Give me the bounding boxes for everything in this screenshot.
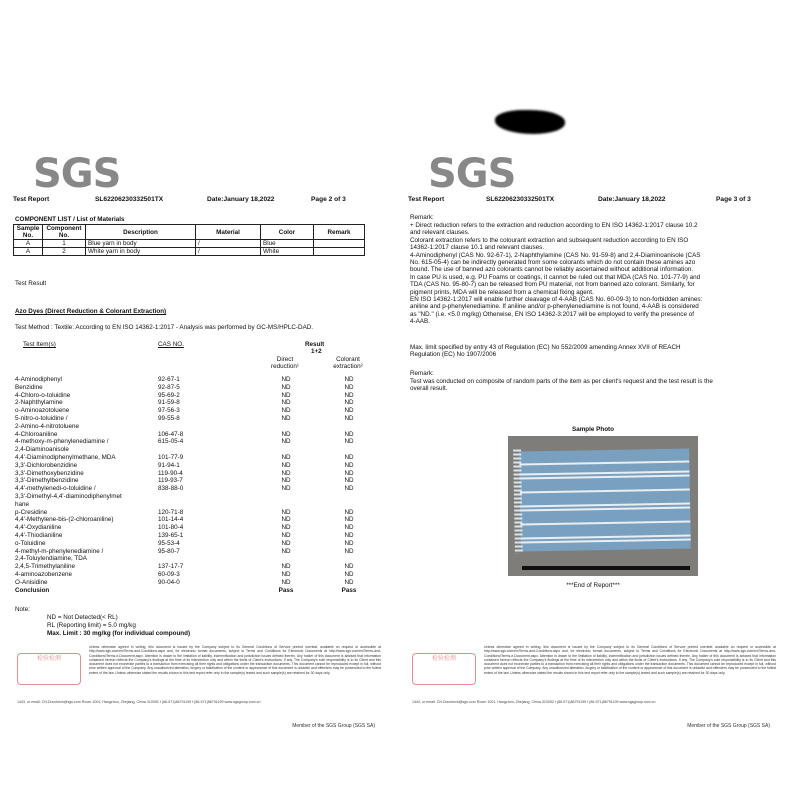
cas-number: 106-47-8 xyxy=(158,430,184,438)
max-limit-block xyxy=(410,344,776,359)
table-row xyxy=(14,248,365,256)
table-row xyxy=(15,587,365,594)
remark-line: In case PU is used, e.g. PU Foams or coatings, it cannot be ruled out that MDA (CAS No. 101-77-9) and xyxy=(410,273,701,281)
colorant-result: ND xyxy=(344,571,354,578)
report-number: SL62206230332501TX xyxy=(486,196,555,203)
cas-number: 97-56-3 xyxy=(158,407,180,415)
stripe xyxy=(520,489,690,494)
col-result-sub: 1+2 xyxy=(311,348,322,355)
towel-image xyxy=(519,449,691,552)
table-row xyxy=(15,376,365,383)
item-name: o-Toluidine xyxy=(15,539,46,547)
cas-number: 139-65-1 xyxy=(158,532,184,539)
col-direct-reduction: Direct reduction¹ xyxy=(270,356,299,371)
item-name: 4-methoxy-m-phenylenediamine / xyxy=(15,438,109,446)
item-name: Conclusion xyxy=(15,586,50,594)
direct-result: ND xyxy=(281,461,291,469)
colorant-result: ND xyxy=(344,485,354,493)
table-row xyxy=(15,485,365,492)
colorant-result: ND xyxy=(344,539,354,547)
sgs-stamp: 检验检测 xyxy=(17,653,81,685)
remark-line: and relevant clauses. xyxy=(410,229,470,237)
item-name: 4-Chloro-o-toluidine xyxy=(15,391,71,399)
table-row xyxy=(15,524,365,531)
cell: White yarn in body xyxy=(86,248,196,256)
colorant-result: ND xyxy=(344,383,354,391)
colorant-result: ND xyxy=(344,438,354,446)
header-label: Test Report xyxy=(13,196,50,203)
remark-line: as "ND." (i.e. <5.0 mg/kg) Otherwise, EN ISO 14362-3:2017 will be employed to verify the presence of xyxy=(410,310,694,318)
table-row xyxy=(15,470,365,477)
item-name: 4,4'-Diaminodiphenylmethane, MDA xyxy=(15,454,116,461)
colorant-result: ND xyxy=(344,578,354,586)
table-row xyxy=(15,384,365,391)
sample-photo-label: Sample Photo xyxy=(572,426,614,433)
remark-line: Test was conducted on composite of random parts of the item as per client's request and the test result is the xyxy=(410,378,713,385)
col-component: Component No. xyxy=(43,225,86,240)
cas-number: 60-09-3 xyxy=(158,571,180,578)
note-label: Note: xyxy=(15,606,31,613)
cas-number: 101-77-9 xyxy=(158,454,184,461)
direct-result: ND xyxy=(281,547,291,555)
direct-result: ND xyxy=(281,477,291,485)
cell: 1 xyxy=(43,240,86,248)
direct-result: ND xyxy=(281,532,291,539)
direct-result: ND xyxy=(281,430,291,438)
direct-result: ND xyxy=(281,508,291,516)
table-row xyxy=(15,392,365,399)
item-name: 3,3'-Dimethoxybenzidine xyxy=(15,469,84,477)
item-name: 4,4'-Oxydianiline xyxy=(15,524,62,532)
remark-block-2 xyxy=(410,378,776,393)
sgs-stamp: 检验检测 xyxy=(412,653,476,685)
test-method: Test Method : Textile: According to EN ISO 14362-1:2017 - Analysis was performed by GC-MS/HPLC-DAD. xyxy=(15,324,314,331)
col-test-items: Test Item(s) xyxy=(23,341,56,348)
azo-title: Azo Dyes (Direct Reduction & Colorant Extraction) xyxy=(15,308,167,315)
cas-number: 101-80-4 xyxy=(158,524,184,532)
colorant-result: ND xyxy=(344,516,354,524)
cell xyxy=(314,240,365,248)
member-text: Member of the SGS Group (SGS SA) xyxy=(292,723,375,729)
cell: A xyxy=(14,248,43,256)
colorant-result: ND xyxy=(344,415,354,422)
item-name: 2,4-Toluylendiamine, TDA xyxy=(15,555,87,563)
max-limit-line: Max. limit specified by entry 43 of Regulation (EC) No 552/2009 amending Annex XVII of REACH xyxy=(410,344,681,351)
table-row xyxy=(15,438,365,445)
table-row xyxy=(14,240,365,248)
item-name: 3,3'-Dichlorobenzidine xyxy=(15,461,78,469)
colorant-result: ND xyxy=(344,547,354,555)
item-name: hane xyxy=(15,500,30,508)
remark-line: overall result. xyxy=(410,385,448,393)
cas-number: 119-93-7 xyxy=(158,477,183,485)
direct-result: ND xyxy=(281,469,291,477)
col-material: Material xyxy=(196,225,261,240)
item-name: 4-methyl-m-phenylenediamine / xyxy=(15,547,104,555)
table-row xyxy=(15,555,365,562)
table-row xyxy=(15,493,365,500)
page-footer xyxy=(13,645,383,735)
note-rl: RL (Reporting limit) = 5.0 mg/kg xyxy=(47,622,136,629)
item-name: 3,3'-Dimethylbenzidine xyxy=(15,477,79,485)
colorant-result: ND xyxy=(344,461,354,469)
remark-line: EN ISO 14362-1:2017 will enable further cleavage of 4-AAB (CAS No. 60-09-3) to non-forbidden amines: xyxy=(410,296,703,304)
direct-result: ND xyxy=(281,524,291,532)
stripe xyxy=(520,521,690,526)
remark-line: Colorant extraction refers to the colourant extraction and subsequent reduction according to EN ISO xyxy=(410,236,689,244)
direct-result: ND xyxy=(281,563,291,571)
cas-number: 91-94-1 xyxy=(158,461,180,469)
cell: White xyxy=(261,248,314,256)
end-of-report: ***End of Report*** xyxy=(566,582,620,589)
col-cas-no: CAS NO. xyxy=(158,341,184,348)
remark-line: + Direct reduction refers to the extraction and reduction according to EN ISO 14362-1:2017 clause 10.2 xyxy=(410,222,698,229)
cas-number: 95-53-4 xyxy=(158,539,180,547)
table-row xyxy=(15,509,365,516)
direct-result: Pass xyxy=(278,586,294,594)
colorant-result: ND xyxy=(344,376,354,383)
direct-result: ND xyxy=(281,516,291,524)
cell: 2 xyxy=(43,248,86,256)
cas-number: 838-88-0 xyxy=(158,485,184,493)
colorant-result: ND xyxy=(344,524,354,532)
cas-number: 101-14-4 xyxy=(158,516,184,524)
table-row xyxy=(15,540,365,547)
stripe xyxy=(521,539,691,544)
report-number: SL62206230332501TX xyxy=(95,196,164,203)
item-name: 4-Chloroaniline xyxy=(15,430,58,438)
colorant-result: ND xyxy=(344,508,354,516)
direct-result: ND xyxy=(281,454,291,461)
cas-number: 92-87-5 xyxy=(158,383,180,391)
colorant-result: ND xyxy=(344,430,354,438)
table-row xyxy=(15,548,365,555)
stripe xyxy=(519,461,689,466)
table-row xyxy=(15,462,365,469)
colorant-result: ND xyxy=(344,454,354,461)
table-row xyxy=(15,431,365,438)
cas-number: 120-71-8 xyxy=(158,508,184,516)
colorant-result: ND xyxy=(344,407,354,415)
item-name: Benzidine xyxy=(15,383,43,391)
direct-result: ND xyxy=(281,571,291,578)
ruler xyxy=(522,566,690,570)
table-row xyxy=(15,423,365,430)
item-name: 4,4'-methylenedi-o-toluidine / xyxy=(15,485,96,493)
col-sample: Sample No. xyxy=(14,225,43,240)
cas-number: 90-04-0 xyxy=(158,578,180,586)
note-nd: ND = Not Detected(< RL) xyxy=(47,614,118,621)
table-row xyxy=(15,415,365,422)
colorant-result: ND xyxy=(344,469,354,477)
cas-number: 137-17-7 xyxy=(158,563,184,571)
report-date: Date:January 18,2022 xyxy=(207,196,275,203)
remark-line: aniline and p-phenylenediamine. If aniline and/or p-phenylenediamine is not found, 4-AAB is considered xyxy=(410,303,699,311)
table-row xyxy=(15,571,365,578)
table-row xyxy=(15,454,365,461)
cas-number: 95-80-7 xyxy=(158,547,180,555)
sgs-logo: SGS xyxy=(428,151,516,197)
remark-line: TDA (CAS No. 95-80-7) can be released from PU material, not from banned azo colorant. Similarly, for xyxy=(410,281,695,289)
remark-line: 14362-1:2017 clause 10.1 and relevant clauses. xyxy=(410,244,545,252)
item-name: 5-nitro-o-toluidine / xyxy=(15,415,68,422)
stripe xyxy=(520,475,690,480)
direct-result: ND xyxy=(281,407,291,415)
remark-line: No. 615-05-4) can be indirectly generated from some colorants which do not contain these amines azo xyxy=(410,259,696,267)
report-page-3 xyxy=(408,140,778,760)
item-name: p-Cresidine xyxy=(15,508,48,516)
col-colorant-extraction: Colorant extraction² xyxy=(333,356,363,371)
stripe xyxy=(520,507,690,512)
page-number: Page 2 of 3 xyxy=(311,196,346,203)
cell: Blue xyxy=(261,240,314,248)
remark-block xyxy=(410,222,776,326)
cell xyxy=(314,248,365,256)
item-name: O-Anisidine xyxy=(15,578,48,586)
colorant-result: ND xyxy=(344,477,354,485)
item-name: 4-aminoazobenzene xyxy=(15,571,73,578)
direct-result: ND xyxy=(281,415,291,422)
report-page-2 xyxy=(13,140,383,760)
test-result-label: Test Result xyxy=(15,280,47,287)
remark-line: 4-Aminodiphenyl (CAS No. 92-67-1), 2-Naphthylamine (CAS No. 91-59-8) and 2,4-Diaminoanisole (CAS xyxy=(410,251,701,259)
table-row xyxy=(15,446,365,453)
table-row xyxy=(15,407,365,414)
item-name: 2-Naphthylamine xyxy=(15,399,63,407)
colorant-result: ND xyxy=(344,563,354,571)
cas-number: 92-67-1 xyxy=(158,376,180,383)
cell: / xyxy=(196,248,261,256)
table-row xyxy=(15,532,365,539)
report-date: Date:January 18,2022 xyxy=(598,196,666,203)
direct-result: ND xyxy=(281,383,291,391)
item-name: o-Aminoazotoluene xyxy=(15,407,70,415)
col-description: Description xyxy=(86,225,196,240)
header-label: Test Report xyxy=(408,196,445,203)
table-row xyxy=(15,563,365,570)
col-result: Result xyxy=(305,341,325,348)
direct-result: ND xyxy=(281,485,291,493)
remark-line: 4-AAB. xyxy=(410,318,430,326)
direct-result: ND xyxy=(281,376,291,383)
item-name: 2-Amino-4-nitrotoluene xyxy=(15,422,80,430)
colorant-result: ND xyxy=(344,532,354,539)
address-line: 1443, or email: CN.Doccheck@sgs.com Room 1001, Hangzhou, Zhejiang, China 310052 t (86-571)86791199 f (86-571)86791199 www.sgsgroup.com.cn xyxy=(17,700,261,704)
table-row xyxy=(15,477,365,484)
direct-result: ND xyxy=(281,578,291,586)
page-header xyxy=(408,196,778,203)
legal-fine-print: Unless otherwise agreed in writing, this document is issued by the Company subject to its General Conditions of Service printed overleaf, available on request or accessible at http://www.sgs.com/en/Terms-and-Conditions.aspx and, for electronic format documents, subject to Terms and Conditions for Electronic Documents at http://www.sgs.com/en/Terms-and-Conditions/Terms-e-Document.aspx. Attention is drawn to the limitation of liability, indemnification and jurisdiction issues defined therein. Any holder of this document is advised that information contained hereon reflects the Company's findings at the time of its intervention only and within the limits of Client's instructions, if any. The Company's sole responsibility is to its Client and this document does not exonerate parties to a transaction from exercising all their rights and obligations under the transaction documents. This document cannot be reproduced except in full, without prior written approval of the Company. Any unauthorized alteration, forgery or falsification of the content or appearance of this document is unlawful and offenders may be prosecuted to the fullest extent of the law. Unless otherwise stated the results shown in this test report refer only to the sample(s) tested and such sample(s) are retained for 30 days only. xyxy=(484,645,776,675)
item-name: 2,4,5-Trimethylaniline xyxy=(15,563,75,571)
remark-title-2: Remark: xyxy=(410,370,434,377)
sgs-logo: SGS xyxy=(33,151,121,197)
cas-number: 91-59-8 xyxy=(158,399,180,407)
table-row xyxy=(15,516,365,523)
cas-number: 99-55-8 xyxy=(158,415,180,422)
cell: / xyxy=(196,240,261,248)
item-name: 2,4-Diaminoanisole xyxy=(15,446,69,454)
col-color: Color xyxy=(261,225,314,240)
direct-result: ND xyxy=(281,438,291,446)
page-footer xyxy=(408,645,778,735)
cas-number: 119-90-4 xyxy=(158,469,183,477)
item-name: 4,4'-Thiodianiline xyxy=(15,532,63,539)
colorant-result: ND xyxy=(344,391,354,399)
colorant-result: ND xyxy=(344,399,354,407)
col-remark: Remark xyxy=(314,225,365,240)
remark-title: Remark: xyxy=(410,214,434,221)
legal-fine-print: Unless otherwise agreed in writing, this document is issued by the Company subject to its General Conditions of Service printed overleaf, available on request or accessible at http://www.sgs.com/en/Terms-and-Conditions.aspx and, for electronic format documents, subject to Terms and Conditions for Electronic Documents at http://www.sgs.com/en/Terms-and-Conditions/Terms-e-Document.aspx. Attention is drawn to the limitation of liability, indemnification and jurisdiction issues defined therein. Any holder of this document is advised that information contained hereon reflects the Company's findings at the time of its intervention only and within the limits of Client's instructions, if any. The Company's sole responsibility is to its Client and this document does not exonerate parties to a transaction from exercising all their rights and obligations under the transaction documents. This document cannot be reproduced except in full, without prior written approval of the Company. Any unauthorized alteration, forgery or falsification of the content or appearance of this document is unlawful and offenders may be prosecuted to the fullest extent of the law. Unless otherwise stated the results shown in this test report refer only to the sample(s) tested and such sample(s) are retained for 30 days only. xyxy=(89,645,381,675)
table-row xyxy=(15,501,365,508)
cas-number: 95-69-2 xyxy=(158,391,180,399)
cas-number: 615-05-4 xyxy=(158,438,184,446)
direct-result: ND xyxy=(281,399,291,407)
redaction-blot xyxy=(495,110,565,134)
cell: Blue yarn in body xyxy=(86,240,196,248)
page-header xyxy=(13,196,383,203)
remark-line: pigment prints, MDA will be released from a chemical fixing agent. xyxy=(410,288,594,296)
item-name: 4-Aminodiphenyl xyxy=(15,376,62,383)
note-max-limit: Max. Limit : 30 mg/kg (for individual compound) xyxy=(47,630,191,637)
colorant-result: Pass xyxy=(341,586,357,594)
cell: A xyxy=(14,240,43,248)
table-row xyxy=(15,579,365,586)
remark-line: bound. The use of banned azo colorants cannot be reliably ascertained without additional information. xyxy=(410,266,694,274)
direct-result: ND xyxy=(281,539,291,547)
item-name: 3,3'-Dimethyl-4,4'-diaminodiphenylmet xyxy=(15,493,122,500)
component-header-row xyxy=(14,225,365,240)
sample-photo xyxy=(508,436,698,576)
component-list-title: COMPONENT LIST / List of Materials xyxy=(15,216,125,223)
page-number: Page 3 of 3 xyxy=(716,196,751,203)
direct-result: ND xyxy=(281,391,291,399)
max-limit-line: Regulation (EC) No 1907/2006 xyxy=(410,351,497,359)
item-name: 4,4'-Methylene-bis-(2-chloroaniline) xyxy=(15,516,114,524)
address-line: 1443, or email: CN.Doccheck@sgs.com Room 1001, Hangzhou, Zhejiang, China 310052 t (86-571)86791199 f (86-571)86791199 www.sgsgroup.com.cn xyxy=(412,700,656,704)
member-text: Member of the SGS Group (SGS SA) xyxy=(687,723,770,729)
table-row xyxy=(15,399,365,406)
component-table xyxy=(13,224,365,256)
